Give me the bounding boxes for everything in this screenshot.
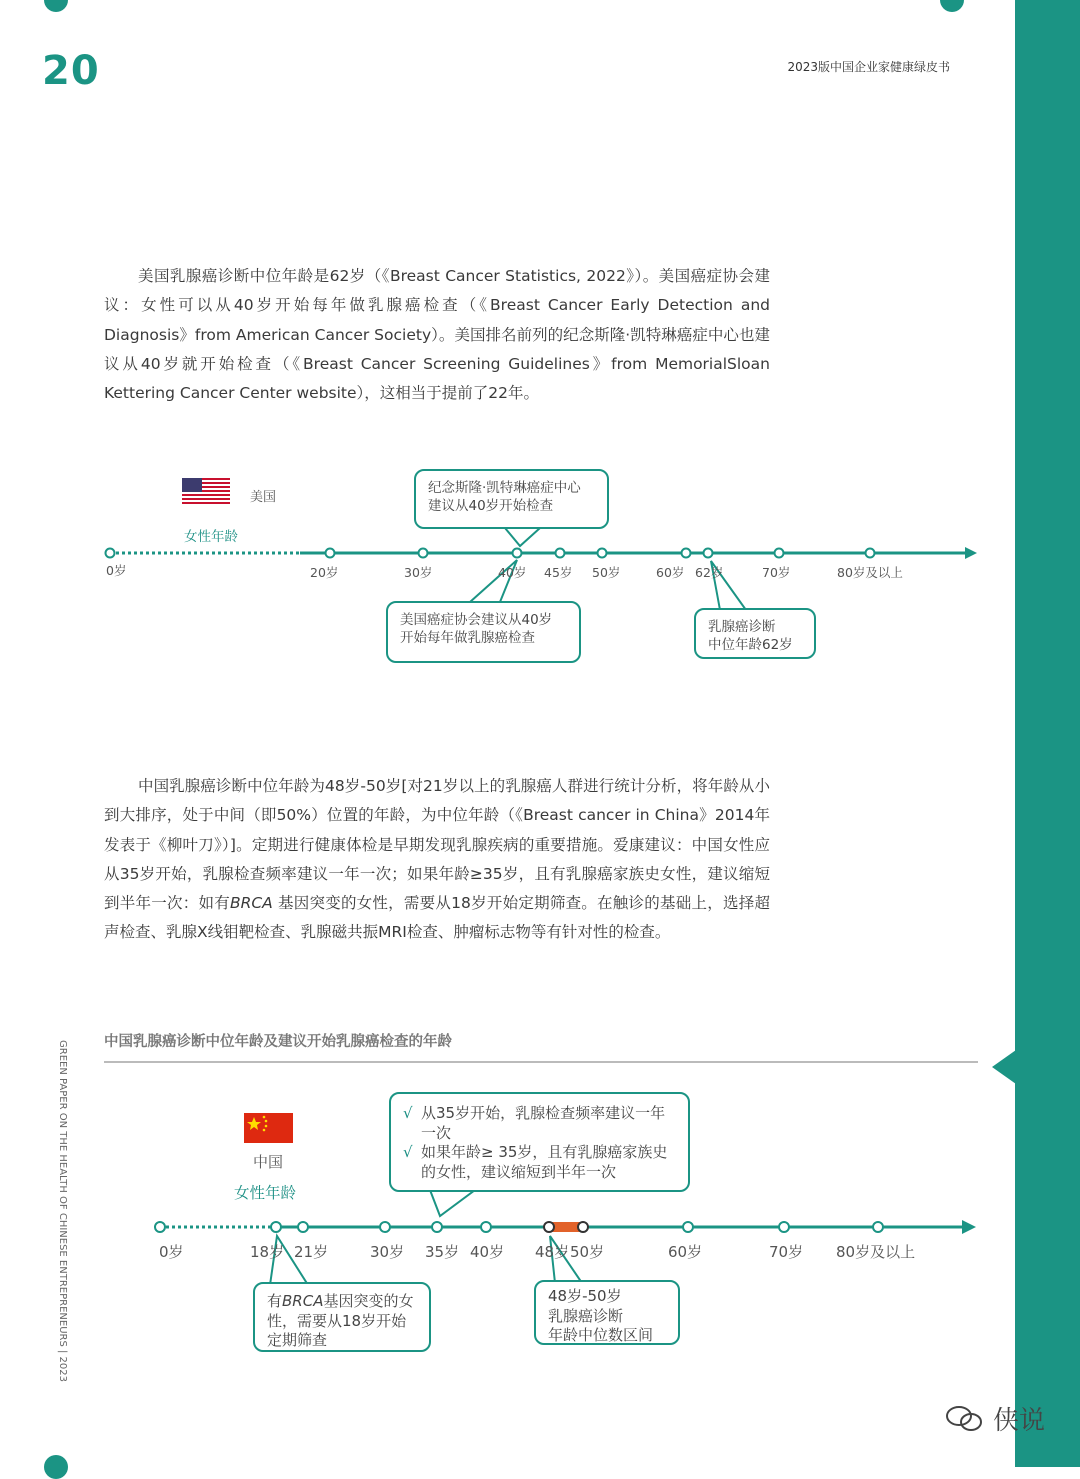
us-callout-top-pointer [505, 528, 540, 546]
us-tick-20: 20岁 [310, 565, 339, 580]
us-tick-80: 80岁及以上 [837, 565, 903, 580]
us-dot-62 [704, 549, 713, 558]
us-axis-arrow [965, 547, 977, 559]
us-tick-50: 50岁 [592, 565, 621, 580]
cn-dot-60 [683, 1222, 693, 1232]
us-dot-50 [598, 549, 607, 558]
cn-callout-br-line3: 年龄中位数区间 [548, 1326, 654, 1344]
us-callout-bottom-left [386, 601, 581, 663]
cn-callout-item-1-text: 从35岁开始，乳腺检查频率建议一年一次 [421, 1104, 666, 1142]
section-title: 中国乳腺癌诊断中位年龄及建议开始乳腺癌检查的年龄 [104, 1034, 452, 1050]
us-dot-20 [326, 549, 335, 558]
us-tick-30: 30岁 [404, 565, 433, 580]
cn-callout-bl-prefix: 有 [267, 1292, 283, 1310]
cn-dot-70 [779, 1222, 789, 1232]
us-axis-label: 女性年龄 [184, 529, 238, 545]
cn-tick-80: 80岁及以上 [836, 1243, 916, 1261]
cn-callout-br-line2: 乳腺癌诊断 [548, 1306, 624, 1325]
cn-tick-35: 35岁 [425, 1243, 460, 1261]
cn-callout-br-line1: 48岁-50岁 [548, 1287, 622, 1305]
cn-axis-arrow [962, 1220, 976, 1234]
cn-callout-item-2 [403, 1143, 676, 1182]
us-tick-0: 0岁 [106, 563, 127, 578]
us-dot-30 [419, 549, 428, 558]
cn-dot-0 [155, 1222, 165, 1232]
cn-tick-48: 48岁 [535, 1243, 570, 1261]
paragraph-china-part1: 中国乳腺癌诊断中位年龄为48岁-50岁[对21岁以上的乳腺癌人群进行统计分析，将年龄从小到大排序，处于中间（即50%）位置的年龄，为中位年龄（《Breast cancer in China》2014年发表于《柳叶刀》）]。定期进行健康体检是早期发现乳腺疾病的重要措施。爱康建议：中国女性应从35岁开始，乳腺检查频率建议一年一次；如果年龄≥35岁，且有乳腺癌家族史女性，建议缩短到半年一次：如有 [104, 777, 770, 913]
book-title: 2023版中国企业家健康绿皮书 [787, 60, 950, 74]
side-vertical-text [50, 1040, 70, 1382]
cn-dot-48 [544, 1222, 554, 1232]
cn-callout-item-2-text: 如果年龄≥ 35岁，且有乳腺癌家族史的女性，建议缩短到半年一次 [421, 1143, 668, 1181]
us-callout-bottom-right [694, 608, 816, 659]
us-dot-80 [866, 549, 875, 558]
cn-callout-bottom-right [534, 1280, 680, 1345]
cn-dot-40 [481, 1222, 491, 1232]
cn-tick-0: 0岁 [159, 1243, 184, 1261]
cn-callout-top [389, 1092, 690, 1192]
us-callout-bl-line2: 开始每年做乳腺癌检查 [400, 630, 535, 646]
page-number: 20 [42, 48, 100, 94]
side-vertical-label: GREEN PAPER ON THE HEALTH OF CHINESE ENTREPRENEURS | 2023 [57, 1040, 68, 1382]
us-tick-40: 40岁 [498, 565, 527, 580]
cn-axis-label: 女性年龄 [234, 1184, 297, 1202]
cn-tick-30: 30岁 [370, 1243, 405, 1261]
cn-dot-21 [298, 1222, 308, 1232]
us-dot-60 [682, 549, 691, 558]
paragraph-china [104, 772, 770, 948]
us-country-label: 美国 [250, 490, 277, 505]
paragraph-us: 美国乳腺癌诊断中位年龄是62岁（《Breast Cancer Statistics, 2022》）。美国癌症协会建议：女性可以从40岁开始每年做乳腺癌检查（《Breast Cancer Early Detection and Diagnosis》from American Cancer Society）。美国排名前列的纪念斯隆·凯特琳癌症中心也建议从40岁就开始检查（《Breast Cancer Screening Guidelines》from MemorialSloan Kettering Cancer Center website），这相当于提前了22年。 [104, 267, 770, 403]
cn-dot-80 [873, 1222, 883, 1232]
check-icon: √ [403, 1104, 413, 1122]
cn-country-label: 中国 [253, 1153, 284, 1171]
us-callout-br-line2: 中位年龄62岁 [708, 637, 793, 653]
cn-callout-bl-suffix: 基因突变的女性，需要从18岁开始定期筛查 [267, 1292, 414, 1349]
check-icon: √ [403, 1143, 413, 1161]
cn-dot-30 [380, 1222, 390, 1232]
us-tick-45: 45岁 [544, 565, 573, 580]
us-dot-70 [775, 549, 784, 558]
cn-tick-70: 70岁 [769, 1243, 804, 1261]
us-callout-br-line1: 乳腺癌诊断 [708, 619, 776, 635]
us-dot-45 [556, 549, 565, 558]
cn-dot-50 [578, 1222, 588, 1232]
us-callout-bl-line1: 美国癌症协会建议从40岁 [400, 612, 553, 628]
us-tick-70: 70岁 [762, 565, 791, 580]
cn-callout-bottom-left [253, 1282, 431, 1352]
cn-tick-40: 40岁 [470, 1243, 505, 1261]
paragraph-china-brca: BRCA [229, 894, 273, 913]
cn-callout-bl-brca: BRCA [282, 1292, 324, 1310]
cn-callout-top-pointer [430, 1190, 475, 1216]
china-flag-icon [244, 1113, 293, 1143]
us-callout-top [414, 469, 609, 529]
us-callout-top-line1: 纪念斯隆·凯特琳癌症中心 [428, 480, 581, 496]
cn-tick-18: 18岁 [250, 1243, 285, 1261]
us-tick-62: 62岁 [695, 565, 724, 580]
cn-tick-21: 21岁 [294, 1243, 329, 1261]
us-tick-60: 60岁 [656, 565, 685, 580]
cn-dot-18 [271, 1222, 281, 1232]
cn-tick-50: 50岁 [570, 1243, 605, 1261]
watermark-text: 侠说 [993, 1406, 1046, 1436]
cn-callout-item-1 [403, 1104, 676, 1143]
paragraph-china-part2: 基因突变的女性，需要从18岁开始定期筛查。在触诊的基础上，选择超声检查、乳腺X线钼靶检查、乳腺磁共振MRI检查、肿瘤标志物等有针对性的检查。 [104, 894, 770, 942]
chat-bubble-icon [945, 1404, 985, 1434]
us-flag-icon [182, 478, 230, 504]
cn-tick-60: 60岁 [668, 1243, 703, 1261]
us-dot-40 [513, 549, 522, 558]
us-dot-0 [106, 549, 115, 558]
us-callout-top-line2: 建议从40岁开始检查 [428, 498, 554, 514]
cn-dot-35 [432, 1222, 442, 1232]
